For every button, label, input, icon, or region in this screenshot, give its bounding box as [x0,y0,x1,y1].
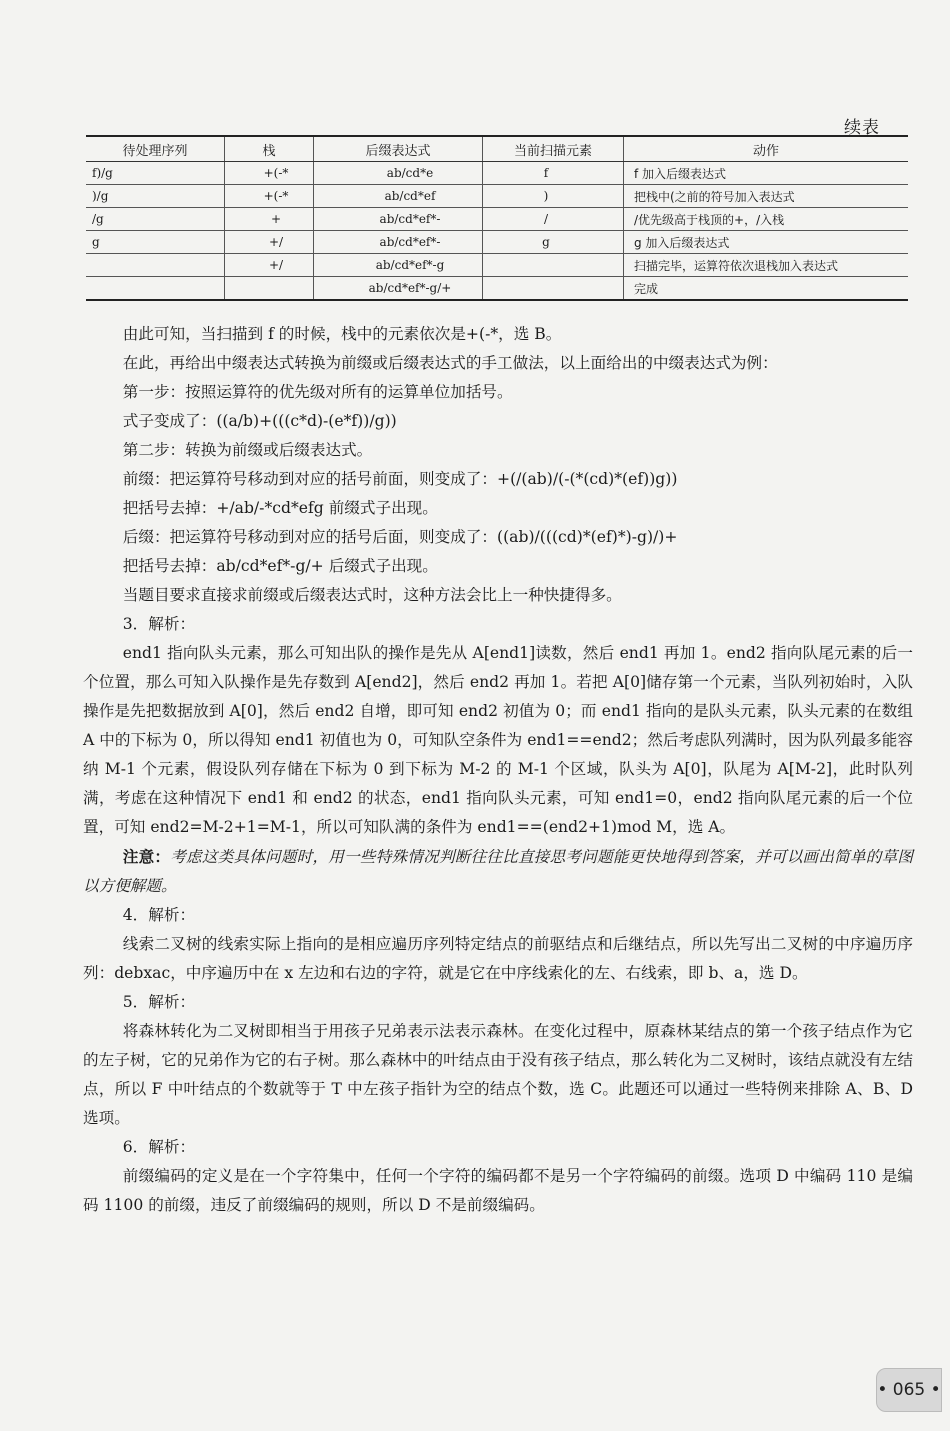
table-cell: 扫描完毕，运算符依次退栈加入表达式 [624,254,909,277]
table-cell: ab/cd*ef*- [314,208,483,231]
table-cell: ab/cd*ef [314,185,483,208]
paragraph: 前缀：把运算符号移动到对应的括号前面，则变成了：+(/(ab)/(-(*(cd)*(ef))g)) [122,470,678,488]
note-text: 考虑这类具体问题时，用一些特殊情况判断往往比直接思考问题能更快地得到答案，并可以画出简单的草图以方便解题。 [83,848,913,895]
table-cell: / [483,208,624,231]
continued-table-label: 续表 [844,118,880,138]
conversion-table [86,135,908,301]
section-heading: 3．解析： [122,615,196,633]
table-cell [483,254,624,277]
paragraph: 线索二叉树的线索实际上指向的是相应遍历序列特定结点的前驱结点和后继结点，所以先写出二叉树的中序遍历序列：debxac，中序遍历中在 x 左边和右边的字符，就是它在中序线索化的左、右线索，即 b、a，选 D。 [83,935,913,982]
table-row [86,162,908,185]
paragraph: 式子变成了：((a/b)+(((c*d)-(e*f))/g)) [122,412,397,430]
table-cell: g [483,231,624,254]
table-header-row [86,136,908,162]
table-cell [225,277,314,301]
note-paragraph [83,842,913,901]
paragraph: 第一步：按照运算符的优先级对所有的运算单位加括号。 [122,383,513,401]
paragraph: 后缀：把运算符号移动到对应的括号后面，则变成了：((ab)/(((cd)*(ef)*)-g)/)+ [122,528,678,546]
table-cell: /优先级高于栈顶的+，/入栈 [624,208,909,231]
table-cell: +/ [225,254,314,277]
table-row [86,231,908,254]
table-row [86,254,908,277]
table-header: 当前扫描元素 [483,136,624,162]
paragraph: 当题目要求直接求前缀或后缀表达式时，这种方法会比上一种快捷得多。 [122,586,622,604]
paragraph: 前缀编码的定义是在一个字符集中，任何一个字符的编码都不是另一个字符编码的前缀。选项 D 中编码 110 是编码 1100 的前缀，违反了前缀编码的规则，所以 D 不是前缀编码。 [83,1167,913,1214]
table-cell: ab/cd*ef*- [314,231,483,254]
table-cell: ) [483,185,624,208]
paragraph: 由此可知，当扫描到 f 的时候，栈中的元素依次是+(-*，选 B。 [122,325,562,343]
paragraph: 在此，再给出中缀表达式转换为前缀或后缀表达式的手工做法，以上面给出的中缀表达式为例： [122,354,778,372]
table-cell [86,277,225,301]
table-cell: g [86,231,225,254]
table-cell: f 加入后缀表达式 [624,162,909,185]
table-header: 后缀表达式 [314,136,483,162]
table-header: 待处理序列 [86,136,225,162]
section-heading: 6．解析： [122,1138,196,1156]
section-heading: 5．解析： [122,993,196,1011]
table-cell: )/g [86,185,225,208]
table-cell: ab/cd*e [314,162,483,185]
table-cell: 完成 [624,277,909,301]
table-cell: +(-* [225,185,314,208]
table-cell: +(-* [225,162,314,185]
paragraph: end1 指向队头元素，那么可知出队的操作是先从 A[end1]读数，然后 end1 再加 1。end2 指向队尾元素的后一个位置，那么可知入队操作是先存数到 A[end2]，然后 end2 再加 1。若把 A[0]储存第一个元素，当队列初始时，入队操作是先把数据放到 A[0]，然后 end2 自增，即可知 end2 初值为 0；而 end1 指向的是队头元素，队头元素的在数组 A 中的下标为 0，所以得知 end1 初值也为 0，可知队空条件为 end1==end2；然后考虑队列满时，因为队列最多能容纳 M-1 个元素，假设队列存储在下标为 0 到下标为 M-2 的 M-1 个区域，队头为 A[0]，队尾为 A[M-2]，此时队列满，考虑在这种情况下 end1 和 end2 的状态，end1 指向队头元素，可知 end1=0，end2 指向队尾元素的后一个位置，可知 end2=M-2+1=M-1，所以可知队满的条件为 end1==(end2+1)mod M，选 A。 [83,644,913,836]
table-cell: ab/cd*ef*-g [314,254,483,277]
page-number: • 065 • [876,1368,942,1412]
table-row [86,185,908,208]
table-cell: ab/cd*ef*-g/+ [314,277,483,301]
note-label: 注意： [122,847,171,866]
table-row [86,277,908,301]
table-cell: + [225,208,314,231]
table-header: 动作 [624,136,909,162]
paragraph: 把括号去掉：+/ab/-*cd*efg 前缀式子出现。 [122,499,438,517]
body-text [83,320,913,1220]
table-cell: 把栈中(之前的符号加入表达式 [624,185,909,208]
table-cell [483,277,624,301]
table-header: 栈 [225,136,314,162]
table-row [86,208,908,231]
paragraph: 把括号去掉：ab/cd*ef*-g/+ 后缀式子出现。 [122,557,438,575]
table-cell [86,254,225,277]
paragraph: 第二步：转换为前缀或后缀表达式。 [122,441,373,459]
table-cell: f [483,162,624,185]
table-cell: f)/g [86,162,225,185]
table-cell: g 加入后缀表达式 [624,231,909,254]
section-heading: 4．解析： [122,906,196,924]
paragraph: 将森林转化为二叉树即相当于用孩子兄弟表示法表示森林。在变化过程中，原森林某结点的第一个孩子结点作为它的左子树，它的兄弟作为它的右子树。那么森林中的叶结点由于没有孩子结点，那么转化为二叉树时，该结点就没有左结点，所以 F 中叶结点的个数就等于 T 中左孩子指针为空的结点个数，选 C。此题还可以通过一些特例来排除 A、B、D 选项。 [83,1022,913,1127]
table-cell: +/ [225,231,314,254]
table-cell: /g [86,208,225,231]
